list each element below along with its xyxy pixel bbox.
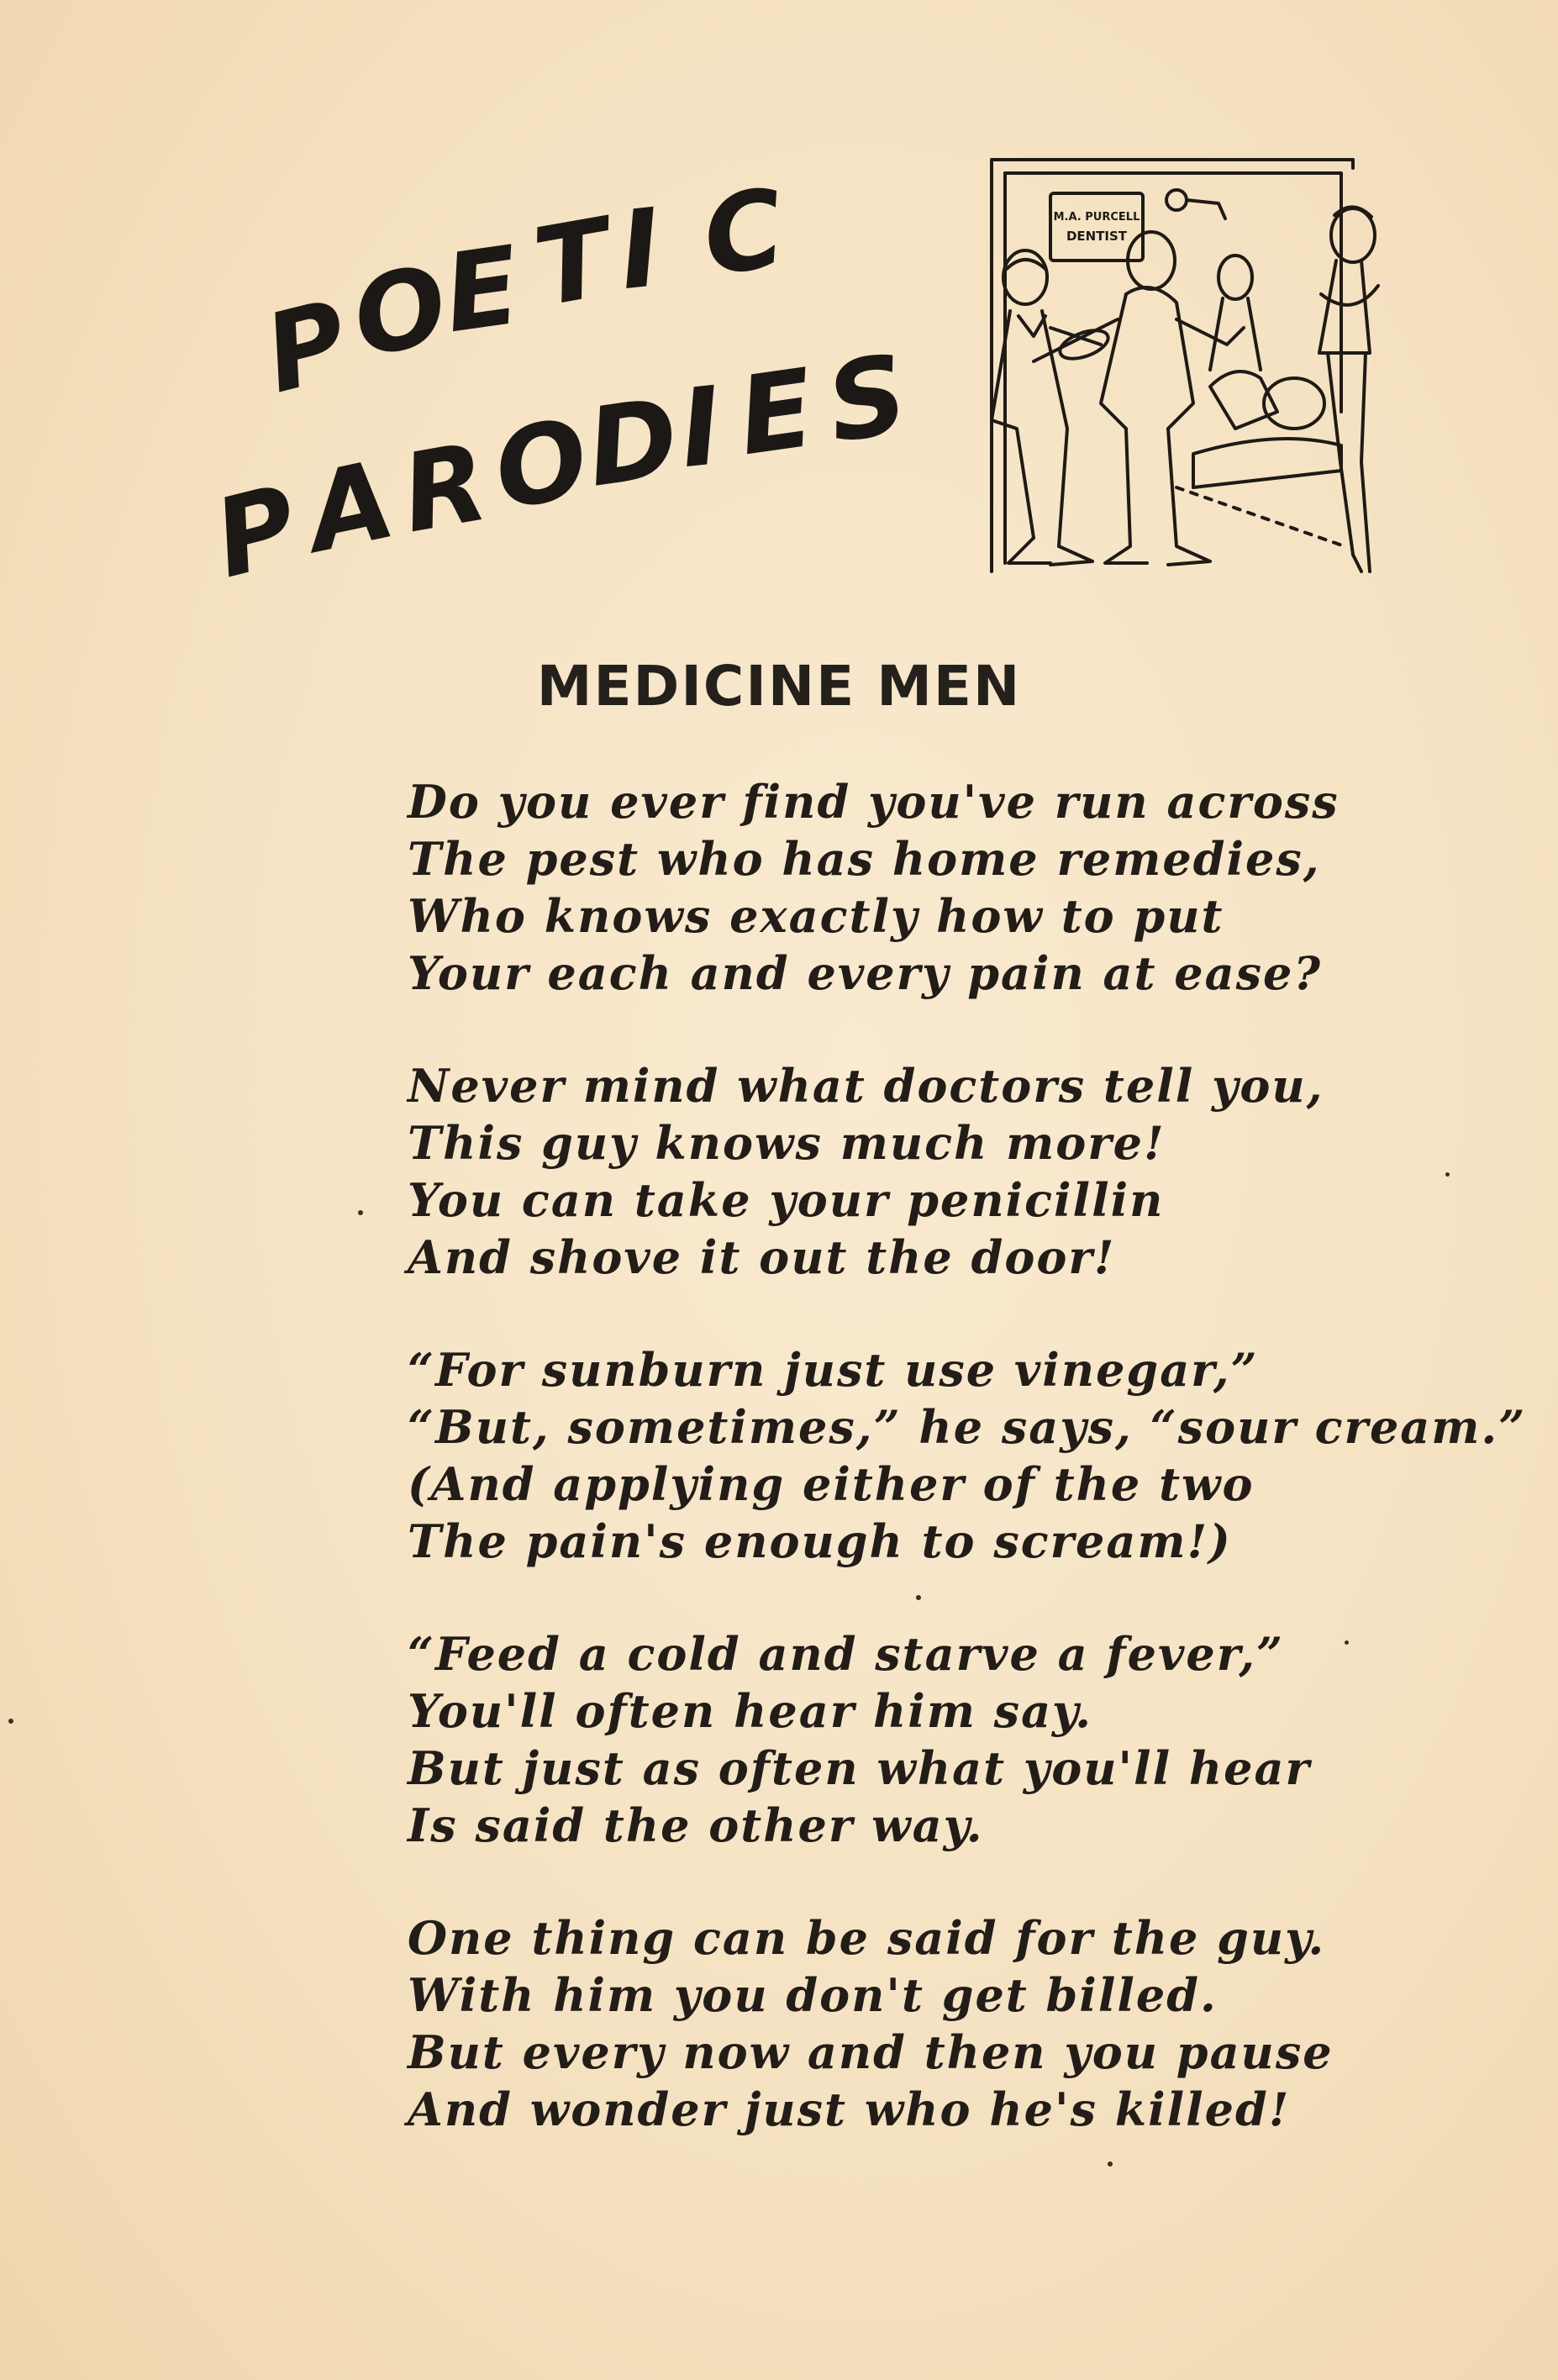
dental-chair <box>1210 371 1277 429</box>
violinist-body <box>992 311 1034 538</box>
poem-line: Is said the other way. <box>408 1798 984 1852</box>
poem-line: With him you don't get billed. <box>408 1968 1218 2022</box>
stanza-3 <box>408 1341 1527 1570</box>
poem-line: Who knows exactly how to put <box>408 889 1224 943</box>
poem-line: One thing can be said for the guy. <box>408 1911 1326 1965</box>
nurse-dress <box>1319 261 1370 353</box>
paper-speck <box>1445 1172 1450 1177</box>
poem-line: You can take your penicillin <box>408 1173 1165 1227</box>
poem-line: And shove it out the door! <box>408 1230 1116 1284</box>
title-letter: E <box>730 345 822 481</box>
poem-line: Never mind what doctors tell you, <box>408 1059 1324 1113</box>
poem-line: “But, sometimes,” he says, “sour cream.” <box>408 1400 1527 1454</box>
title-letter: P <box>253 276 361 419</box>
poem-line: The pest who has home remedies, <box>408 832 1321 886</box>
stanza-5 <box>408 1909 1500 2138</box>
title-letter: O <box>485 395 597 535</box>
title-letter: T <box>525 195 620 332</box>
poem-line: (And applying either of the two <box>408 1457 1255 1511</box>
title-letter: O <box>344 242 456 382</box>
title-letter: S <box>818 331 917 468</box>
dentist-coat <box>1126 287 1193 429</box>
title-letter: P <box>203 461 310 603</box>
title-letter: E <box>436 223 528 358</box>
poem-line: You'll often hear him say. <box>408 1684 1093 1738</box>
poem-line: Do you ever find you've run across <box>408 775 1340 829</box>
paper-speck <box>8 1719 13 1724</box>
title-letter: R <box>392 419 497 558</box>
header-title <box>202 168 958 605</box>
title-letter: A <box>297 437 405 577</box>
poem-line: “Feed a cold and starve a fever,” <box>408 1627 1285 1681</box>
title-letter: D <box>580 375 687 512</box>
poem-line: “For sunburn just use vinegar,” <box>408 1343 1259 1397</box>
poem-line: The pain's enough to scream!) <box>408 1514 1232 1568</box>
stanza-1 <box>408 773 1500 1002</box>
poem-line: And wonder just who he's killed! <box>408 2082 1291 2136</box>
title-letter: I <box>613 185 667 315</box>
poem-line: This guy knows much more! <box>408 1116 1166 1170</box>
nurse-head <box>1331 208 1375 262</box>
poem-title: MEDICINE MEN <box>536 654 1022 719</box>
paper-speck <box>916 1595 921 1600</box>
cartoon-drawing <box>958 151 1395 597</box>
poem-body <box>408 773 1527 2193</box>
door-frame-top <box>992 160 1353 168</box>
sign-line-1: M.A. PURCELL <box>1053 211 1140 224</box>
poem-line: But just as often what you'll hear <box>408 1741 1311 1795</box>
dentist-cartoon-illustration <box>958 151 1395 597</box>
title-letter: C <box>696 166 792 301</box>
paper-speck <box>1345 1640 1349 1645</box>
stanza-2 <box>408 1057 1500 1286</box>
paper-speck <box>1108 2161 1113 2167</box>
paper-speck <box>358 1210 363 1215</box>
sign-line-2: DENTIST <box>1066 229 1128 244</box>
poem-line: Your each and every pain at ease? <box>408 946 1322 1000</box>
poem-line: But every now and then you pause <box>408 2025 1334 2079</box>
title-letter: I <box>674 363 728 493</box>
stanza-4 <box>408 1625 1500 1854</box>
